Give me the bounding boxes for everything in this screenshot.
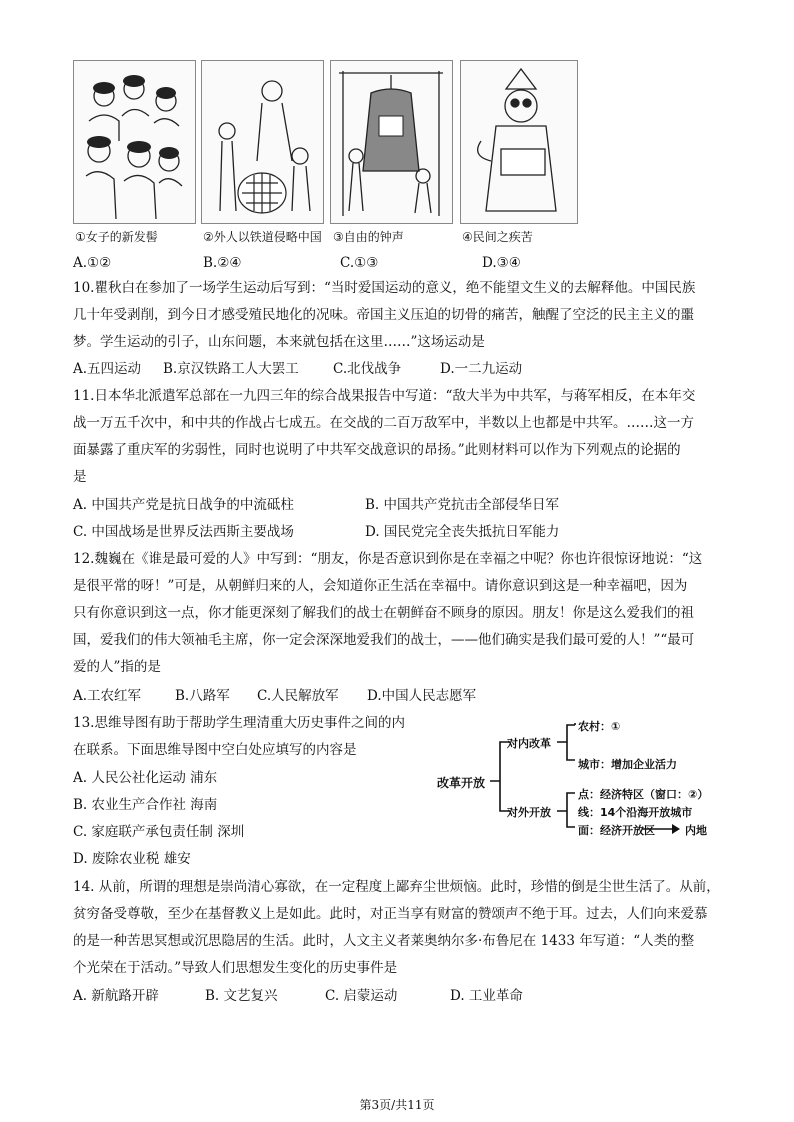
q11-option-c: C. 中国战场是世界反法西斯主要战场	[73, 524, 294, 540]
cartoon-people-suffering-icon	[461, 61, 577, 223]
mindmap-branch-opening: 对外开放	[507, 806, 551, 819]
q12-option-b: B.八路军	[175, 688, 230, 704]
q14-line-1: 14. 从前，所谓的理想是崇尚清心寡欲，在一定程度上鄙弃尘世烦恼。此时，珍惜的倒是尘世生活了。从前，	[73, 879, 720, 895]
cartoon-women-hairstyles-image	[73, 60, 196, 224]
q10-option-c: C.北伐战争	[333, 361, 402, 377]
q12-line-2: 是很平常的呀！”可是，从朝鲜归来的人，会知道你正生活在幸福中。请你意识到这是一种幸福吧，因为	[73, 578, 688, 594]
q10-line-1: 10.瞿秋白在参加了一场学生运动后写到：“当时爱国运动的意义，绝不能望文生义的去解释他。中国民族	[73, 280, 696, 296]
mindmap-item-line: 线：14个沿海开放城市	[578, 806, 693, 819]
q9-option-d: D.③④	[482, 255, 521, 271]
q9-option-a: A.①②	[73, 255, 112, 271]
q12-option-a: A.工农红军	[73, 688, 142, 704]
cartoon-railway-invasion-icon	[202, 61, 323, 223]
q12-line-5: 爱的人”指的是	[73, 659, 161, 675]
q9-option-b: B.②④	[203, 255, 242, 271]
q14-option-d: D. 工业革命	[450, 988, 523, 1004]
mindmap-arrow-target: 内地	[685, 824, 707, 837]
q14-option-c: C. 启蒙运动	[325, 988, 398, 1004]
q12-line-3: 只有你意识到这一点，你才能更深刻了解我们的战士在朝鲜奋不顾身的原因。朋友！你是这么爱我们的祖	[73, 605, 694, 621]
cartoon-freedom-bell-image	[330, 60, 453, 224]
q14-line-3: 的是一种苦思冥想或沉思隐居的生活。此时，人文主义者莱奥纳尔多·布鲁尼在 1433 年写道：“人类的整	[73, 933, 695, 949]
q11-line-4: 是	[73, 469, 87, 485]
q11-option-d: D. 国民党完全丧失抵抗日军能力	[365, 524, 560, 540]
q11-line-2: 战一万五千次中，和中共的作战占七成五。在交战的二百万敌军中，半数以上也都是中共军。……这一方	[73, 415, 694, 431]
mindmap-item-rural: 农村：①	[578, 720, 621, 733]
q13-line-2: 在联系。下面思维导图中空白处应填写的内容是	[73, 742, 357, 758]
q9-option-c: C.①③	[340, 255, 379, 271]
q11-option-a: A. 中国共产党是抗日战争的中流砥柱	[73, 497, 294, 513]
mindmap-item-urban: 城市：增加企业活力	[578, 758, 677, 771]
q12-option-c: C.人民解放军	[257, 688, 339, 704]
q11-line-3: 面暴露了重庆军的劣弱性，同时也说明了中共军交战意识的昂扬。”此则材料可以作为下列观点的论据的	[73, 442, 681, 458]
q10-line-2: 几十年受剥削，到今日才感受殖民地化的况味。帝国主义压迫的切骨的痛苦，触醒了空泛的民主主义的噩	[73, 307, 694, 323]
q13-option-a: A. 人民公社化运动 浦东	[73, 770, 218, 786]
q14-line-4: 个光荣在于活动。”导致人们思想发生变化的历史事件是	[73, 960, 398, 976]
q13-line-1: 13.思维导图有助于帮助学生理清重大历史事件之间的内	[73, 715, 405, 731]
q13-option-c: C. 家庭联产承包责任制 深圳	[73, 824, 245, 840]
q10-line-3: 梦。学生运动的引子，山东问题，本来就包括在这里……”这场运动是	[73, 334, 485, 350]
image-caption-2: ②外人以铁道侵略中国	[203, 230, 322, 244]
q11-line-1: 11.日本华北派遣军总部在一九四三年的综合战果报告中写道：“敌大半为中共军，与蒋军相反，在本年交	[73, 388, 696, 404]
q14-option-a: A. 新航路开辟	[73, 988, 159, 1004]
q10-option-d: D.一二九运动	[440, 361, 523, 377]
q11-option-b: B. 中国共产党抗击全部侵华日军	[365, 497, 560, 513]
image-caption-1: ①女子的新发髻	[75, 230, 158, 244]
mindmap-item-area: 面：经济开放区	[578, 824, 655, 837]
mindmap-root: 改革开放	[437, 776, 486, 790]
q13-option-b: B. 农业生产合作社 海南	[73, 797, 218, 813]
image-caption-3: ③自由的钟声	[333, 230, 404, 244]
q12-option-d: D.中国人民志愿军	[367, 688, 477, 704]
q12-line-1: 12.魏巍在《谁是最可爱的人》中写到：“朋友，你是否意识到你是在幸福之中呢？你也许很惊讶地说：“这	[73, 551, 703, 567]
mindmap-item-point: 点：经济特区（窗口：②）	[578, 788, 709, 801]
q10-option-b: B.京汉铁路工人大罢工	[163, 361, 299, 377]
q10-option-a: A.五四运动	[73, 361, 142, 377]
cartoon-people-suffering-image	[460, 60, 578, 224]
cartoon-women-hairstyles-icon	[74, 61, 195, 223]
image-caption-4: ④民间之疾苦	[462, 230, 533, 244]
cartoon-freedom-bell-icon	[331, 61, 452, 223]
cartoon-railway-invasion-image	[201, 60, 324, 224]
q14-line-2: 贫穷备受尊敬，至少在基督教义上是如此。此时，对正当享有财富的赞颂声不绝于耳。过去，人们向来爱慕	[73, 906, 708, 922]
reform-mindmap	[435, 715, 735, 840]
page-number: 第3页/共11页	[359, 1098, 435, 1112]
q12-line-4: 国，爱我们的伟大领袖毛主席，你一定会深深地爱我们的战士，——他们确实是我们最可爱的人！”“最可	[73, 632, 695, 648]
mindmap-branch-domestic: 对内改革	[507, 737, 551, 750]
q13-option-d: D. 废除农业税 雄安	[73, 851, 191, 867]
q14-option-b: B. 文艺复兴	[205, 988, 278, 1004]
